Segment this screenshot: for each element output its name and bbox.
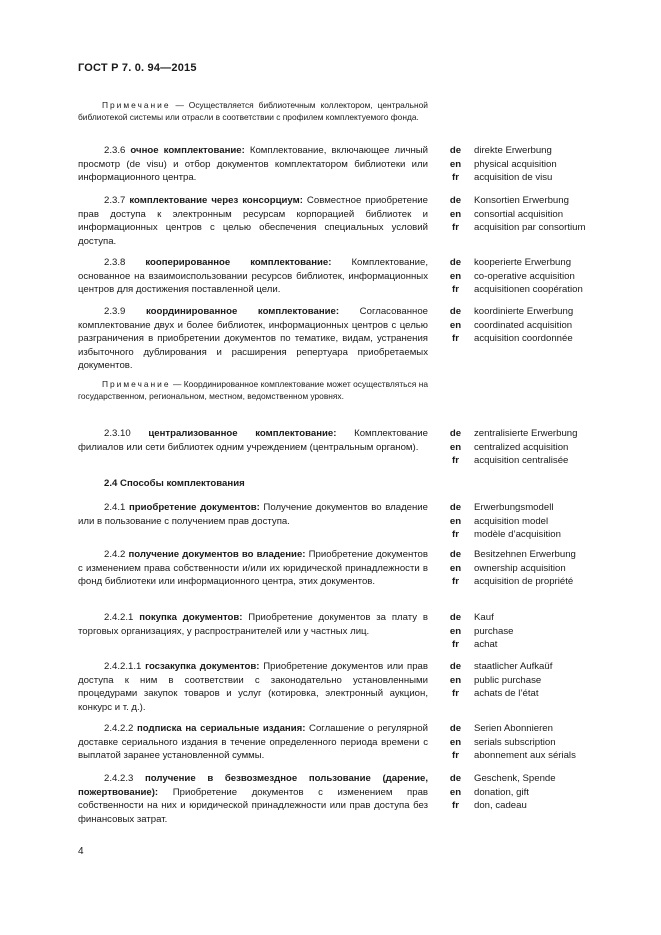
term-definition: Приобретение документов или прав доступа к ним в соответствии с законодательно установленными процедурами закупок товаров и услуг (котировка, электронный аукцион, конкурс и т. д.).	[78, 661, 428, 713]
term-definition: Приобретение документов с изменением прав собственности на них и юридической принадлежности или прав доступа без финансовых затрат.	[78, 786, 428, 825]
term-definition: Согласованное комплектование двух и более библиотек, информационных центров с целью разграничения в приобретении документов по тематике, видам, устранения избыточного дублирования и расширения репертуара приобретаемых документов.	[78, 306, 428, 372]
lang-code-fr: fr	[452, 688, 459, 700]
term-name: координированное комплектование:	[145, 306, 340, 317]
term-equivalents-2-4-2-3	[437, 772, 617, 813]
term-fr: achats de l’état	[474, 688, 539, 700]
term-definition: Комплектование, включающее личный просмотр (de visu) и отбор документов комплектатором библиотеки или информационного центра.	[78, 145, 428, 184]
term-equivalents-2-3-9	[437, 305, 617, 346]
lang-code-en: en	[449, 674, 462, 686]
term-number: 2.4.2.2	[104, 723, 134, 734]
term-fr: modèle d’acquisition	[474, 529, 561, 541]
term-de: koordinierte Erwerbung	[474, 306, 574, 317]
page-number: 4	[78, 846, 84, 857]
lang-code-fr: fr	[452, 455, 459, 467]
lang-code-de: de	[449, 549, 462, 560]
term-entry-2-4-2-2	[78, 722, 428, 763]
term-name: получение в безвозмездное пользование (дарение, пожертвование):	[78, 773, 428, 798]
lang-code-en: en	[449, 625, 462, 637]
term-en: acquisition model	[474, 515, 549, 527]
term-equivalents-2-4-2-1	[437, 611, 617, 652]
term-number: 2.4.2	[104, 549, 126, 560]
lang-code-en: en	[449, 158, 462, 170]
term-fr: don, cadeau	[474, 800, 527, 812]
term-name: подписка на сериальные издания:	[136, 723, 306, 734]
lang-code-de: de	[449, 723, 462, 734]
lang-code-en: en	[449, 786, 462, 798]
term-de: direkte Erwerbung	[474, 145, 552, 156]
term-en: donation, gift	[474, 786, 529, 798]
term-definition: Комплектование, основанное на взаимоиспользовании ресурсов библиотек, информационных центров для достижения поставленной цели.	[78, 257, 428, 296]
term-name: госзакупка документов:	[145, 661, 260, 672]
lang-code-fr: fr	[452, 750, 459, 762]
term-entry-2-3-7	[78, 194, 428, 248]
lang-code-fr: fr	[452, 529, 459, 541]
term-name: централизованное комплектование:	[148, 428, 337, 439]
lang-code-de: de	[449, 502, 462, 513]
note-label: Примечание	[102, 379, 171, 389]
term-definition: Совместное приобретение прав доступа к электронным ресурсам корпорацией библиотек и информационных центров с целью обеспечения специальных условий доступа.	[78, 195, 428, 247]
lang-code-fr: fr	[452, 222, 459, 234]
note-text: — Осуществляется библиотечным коллектором, центральной библиотекой системы или отрасли в соответствии с профилем комплектуемого фонда.	[78, 100, 428, 122]
subsection-heading	[78, 478, 245, 489]
lang-code-en: en	[449, 515, 462, 527]
lang-code-fr: fr	[452, 172, 459, 184]
term-entry-2-3-10	[78, 427, 428, 454]
term-de: Serien Abonnieren	[474, 723, 553, 734]
lang-code-de: de	[449, 145, 462, 156]
term-definition: Приобретение документов за плату в торговых организациях, у распространителей или у частных лиц.	[78, 612, 428, 637]
lang-code-en: en	[449, 208, 462, 220]
term-entry-2-4-2-1-1	[78, 660, 428, 714]
term-equivalents-2-4-2	[437, 548, 617, 589]
term-entry-2-4-1	[78, 501, 428, 528]
term-de: Erwerbungsmodell	[474, 502, 554, 513]
term-entry-2-3-9	[78, 305, 428, 373]
term-number: 2.4.1	[104, 502, 126, 513]
term-equivalents-2-3-7	[437, 194, 617, 235]
term-entry-2-3-6	[78, 144, 428, 185]
term-fr: acquisition par consortium	[474, 222, 586, 234]
term-fr: acquisition de visu	[474, 172, 553, 184]
term-equivalents-2-4-2-1-1	[437, 660, 617, 701]
term-name: очное комплектование:	[130, 145, 245, 156]
term-definition: Соглашение о регулярной доставке сериального издания в течение определенного периода времени с выплатой заранее установленной суммы.	[78, 723, 428, 762]
term-fr: achat	[474, 639, 498, 651]
lang-code-fr: fr	[452, 639, 459, 651]
term-equivalents-2-3-10	[437, 427, 617, 468]
note-collector	[78, 100, 428, 123]
term-number: 2.3.8	[104, 257, 126, 268]
lang-code-de: de	[449, 612, 462, 623]
term-entry-2-4-2	[78, 548, 428, 589]
lang-code-fr: fr	[452, 333, 459, 345]
note-label: Примечание	[102, 100, 171, 110]
term-number: 2.3.6	[104, 145, 126, 156]
term-en: purchase	[474, 625, 514, 637]
term-en: co-operative acquisition	[474, 270, 575, 282]
term-name: получение документов во владение:	[128, 549, 306, 560]
term-fr: acquisition de propriété	[474, 576, 574, 588]
term-name: кооперированное комплектование:	[145, 257, 332, 268]
term-number: 2.3.7	[104, 195, 126, 206]
lang-code-de: de	[449, 661, 462, 672]
subsection-number: 2.4	[104, 478, 118, 489]
lang-code-de: de	[449, 195, 462, 206]
lang-code-fr: fr	[452, 284, 459, 296]
lang-code-de: de	[449, 257, 462, 268]
term-en: public purchase	[474, 674, 542, 686]
document-header: ГОСТ Р 7. 0. 94—2015	[78, 62, 197, 74]
term-de: Kauf	[474, 612, 494, 623]
term-de: kooperierte Erwerbung	[474, 257, 572, 268]
term-name: комплектование через консорциум:	[129, 195, 303, 206]
lang-code-en: en	[449, 562, 462, 574]
term-definition: Комплектование филиалов или сети библиотек одним учреждением (центральным органом).	[78, 428, 428, 453]
term-de: zentralisierte Erwerbung	[474, 428, 578, 439]
term-definition: Приобретение документов с изменением права собственности и/или их юридической принадлежности в фонд библиотеки или информационного центра, этих документов.	[78, 549, 428, 588]
term-equivalents-2-3-6	[437, 144, 617, 185]
lang-code-de: de	[449, 428, 462, 439]
term-number: 2.4.2.1.1	[104, 661, 142, 672]
term-en: serials subscription	[474, 736, 556, 748]
term-entry-2-4-2-1	[78, 611, 428, 638]
term-equivalents-2-4-2-2	[437, 722, 617, 763]
lang-code-en: en	[449, 736, 462, 748]
lang-code-en: en	[449, 270, 462, 282]
term-number: 2.3.9	[104, 306, 126, 317]
term-fr: acquisitionen coopération	[474, 284, 583, 296]
term-en: centralized acquisition	[474, 441, 569, 453]
lang-code-en: en	[449, 441, 462, 453]
term-de: Geschenk, Spende	[474, 773, 556, 784]
note-text: — Координированное комплектование может осуществляться на государственном, региональном, местном, ведомственном уровнях.	[78, 379, 428, 401]
lang-code-en: en	[449, 319, 462, 331]
note-coordinated	[78, 379, 428, 402]
term-definition: Получение документов во владение или в пользование с получением прав доступа.	[78, 502, 428, 527]
term-equivalents-2-4-1	[437, 501, 617, 542]
term-entry-2-4-2-3	[78, 772, 428, 826]
term-entry-2-3-8	[78, 256, 428, 297]
term-de: staatlicher Aufkaüf	[474, 661, 553, 672]
term-equivalents-2-3-8	[437, 256, 617, 297]
term-en: ownership acquisition	[474, 562, 566, 574]
term-fr: acquisition centralisée	[474, 455, 569, 467]
term-fr: acquisition coordonnée	[474, 333, 573, 345]
term-fr: abonnement aux sérials	[474, 750, 576, 762]
lang-code-fr: fr	[452, 800, 459, 812]
lang-code-de: de	[449, 306, 462, 317]
term-number: 2.3.10	[104, 428, 131, 439]
term-number: 2.4.2.1	[104, 612, 134, 623]
lang-code-de: de	[449, 773, 462, 784]
term-en: coordinated acquisition	[474, 319, 573, 331]
subsection-title: Способы комплектования	[120, 478, 245, 489]
term-number: 2.4.2.3	[104, 773, 134, 784]
term-en: physical acquisition	[474, 158, 557, 170]
term-name: приобретение документов:	[128, 502, 260, 513]
term-en: consortial acquisition	[474, 208, 564, 220]
term-de: Konsortien Erwerbung	[474, 195, 569, 206]
term-de: Besitzehnen Erwerbung	[474, 549, 576, 560]
lang-code-fr: fr	[452, 576, 459, 588]
term-name: покупка документов:	[139, 612, 243, 623]
